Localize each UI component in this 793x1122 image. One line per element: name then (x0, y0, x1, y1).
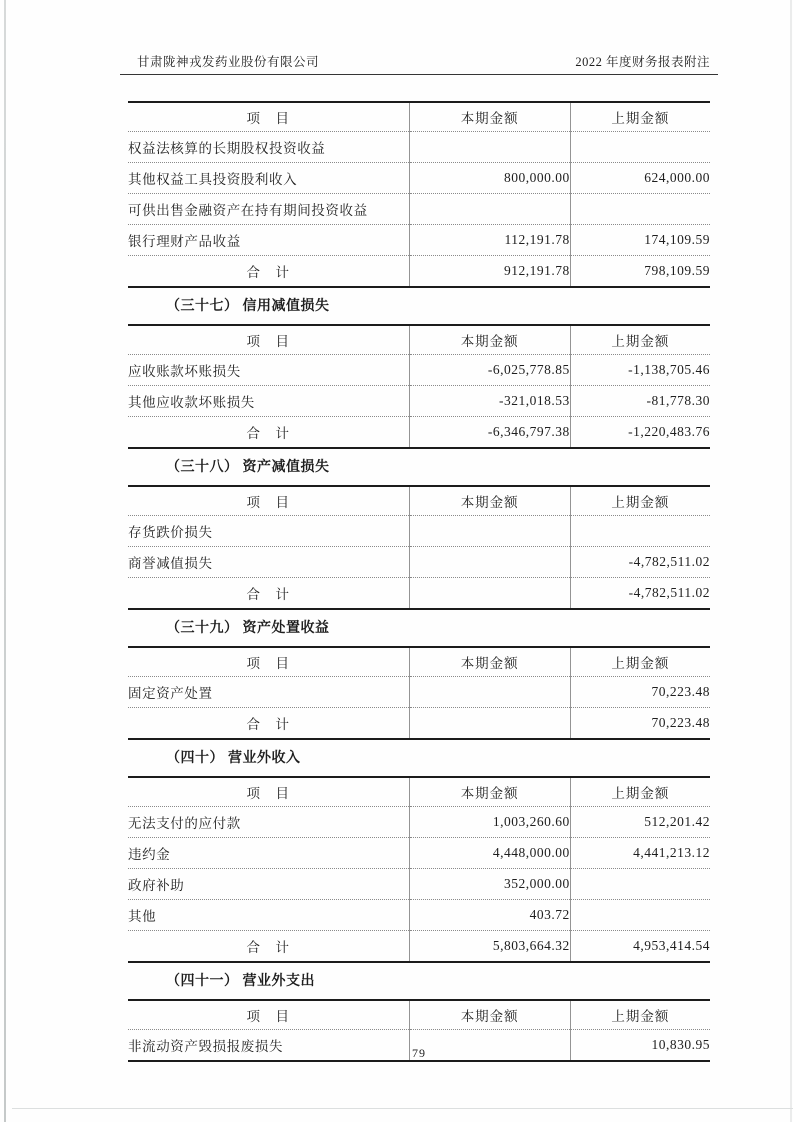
column-header-prior: 上期金额 (570, 486, 710, 516)
column-header-item: 项 目 (246, 111, 291, 126)
prior-amount-cell: -81,778.30 (570, 386, 710, 417)
table-row (128, 225, 710, 256)
table-row (128, 163, 710, 194)
item-name-cell: 权益法核算的长期股权投资收益 (128, 141, 326, 156)
item-name-cell: 合 计 (246, 426, 291, 441)
item-name-cell: 合 计 (246, 717, 291, 732)
current-amount-cell (409, 194, 570, 225)
item-name-cell: 合 计 (246, 587, 291, 602)
current-amount-cell (409, 677, 570, 708)
table-row (128, 516, 710, 547)
column-header-prior: 上期金额 (570, 647, 710, 677)
column-header-current: 本期金额 (409, 486, 570, 516)
current-amount-cell (409, 516, 570, 547)
table-header-row (128, 1000, 710, 1030)
table-header-row (128, 325, 710, 355)
prior-amount-cell: 174,109.59 (570, 225, 710, 256)
prior-amount-cell: -1,138,705.46 (570, 355, 710, 386)
item-name-cell: 无法支付的应付款 (128, 816, 241, 831)
current-amount-cell (409, 547, 570, 578)
table-row (128, 900, 710, 931)
column-header-prior: 上期金额 (570, 1000, 710, 1030)
current-amount-cell: -6,346,797.38 (409, 417, 570, 449)
financial-table (128, 485, 710, 610)
prior-amount-cell: 4,441,213.12 (570, 838, 710, 869)
item-name-cell: 银行理财产品收益 (128, 234, 241, 249)
prior-amount-cell (570, 869, 710, 900)
column-header-current: 本期金额 (409, 1000, 570, 1030)
item-name-cell: 商誉减值损失 (128, 556, 213, 571)
section-heading: （四十一） 营业外支出 (166, 974, 315, 989)
current-amount-cell: 1,003,260.60 (409, 807, 570, 838)
current-amount-cell: 112,191.78 (409, 225, 570, 256)
prior-amount-cell (570, 516, 710, 547)
item-name-cell: 合 计 (246, 265, 291, 280)
current-amount-cell: 800,000.00 (409, 163, 570, 194)
scan-bottom-artifact (12, 1108, 793, 1109)
table-header-row (128, 777, 710, 807)
item-name-cell: 其他 (128, 909, 157, 924)
prior-amount-cell: 624,000.00 (570, 163, 710, 194)
table-row (128, 194, 710, 225)
total-row (128, 708, 710, 740)
scan-edge-artifact-right (790, 0, 792, 1122)
financial-table (128, 101, 710, 288)
table-row (128, 838, 710, 869)
table-row (128, 386, 710, 417)
scan-edge-artifact-left (4, 0, 6, 1122)
current-amount-cell: 912,191.78 (409, 256, 570, 288)
item-name-cell: 非流动资产毁损报废损失 (128, 1039, 284, 1054)
prior-amount-cell: 4,953,414.54 (570, 931, 710, 963)
table-row (128, 677, 710, 708)
item-name-cell: 政府补助 (128, 878, 185, 893)
financial-table (128, 324, 710, 449)
tables-container (128, 101, 710, 1062)
item-name-cell: 存货跌价损失 (128, 525, 213, 540)
column-header-item: 项 目 (246, 495, 291, 510)
item-name-cell: 其他权益工具投资股利收入 (128, 172, 298, 187)
current-amount-cell: 4,448,000.00 (409, 838, 570, 869)
column-header-item: 项 目 (246, 1009, 291, 1024)
current-amount-cell (409, 708, 570, 740)
company-name: 甘肃陇神戎发药业股份有限公司 (137, 55, 320, 69)
total-row (128, 417, 710, 449)
column-header-current: 本期金额 (409, 102, 570, 132)
header-rule (120, 74, 718, 75)
table-row (128, 547, 710, 578)
current-amount-cell (409, 132, 570, 163)
table-row (128, 355, 710, 386)
current-amount-cell (409, 578, 570, 610)
current-amount-cell: 5,803,664.32 (409, 931, 570, 963)
prior-amount-cell: -1,220,483.76 (570, 417, 710, 449)
item-name-cell: 可供出售金融资产在持有期间投资收益 (128, 203, 368, 218)
column-header-item: 项 目 (246, 786, 291, 801)
prior-amount-cell: -4,782,511.02 (570, 547, 710, 578)
section-heading: （三十八） 资产减值损失 (166, 460, 330, 475)
section-heading: （三十九） 资产处置收益 (166, 621, 330, 636)
prior-amount-cell: -4,782,511.02 (570, 578, 710, 610)
page-number: 79 (412, 1046, 426, 1060)
table-row (128, 869, 710, 900)
current-amount-cell: 352,000.00 (409, 869, 570, 900)
column-header-current: 本期金额 (409, 777, 570, 807)
column-header-prior: 上期金额 (570, 777, 710, 807)
item-name-cell: 其他应收款坏账损失 (128, 395, 255, 410)
table-header-row (128, 486, 710, 516)
column-header-item: 项 目 (246, 656, 291, 671)
current-amount-cell: 403.72 (409, 900, 570, 931)
item-name-cell: 固定资产处置 (128, 686, 213, 701)
column-header-current: 本期金额 (409, 647, 570, 677)
section-heading: （四十） 营业外收入 (166, 751, 301, 766)
column-header-current: 本期金额 (409, 325, 570, 355)
total-row (128, 931, 710, 963)
report-title: 2022 年度财务报表附注 (575, 55, 710, 69)
table-row (128, 807, 710, 838)
total-row (128, 256, 710, 288)
prior-amount-cell: 70,223.48 (570, 677, 710, 708)
column-header-prior: 上期金额 (570, 102, 710, 132)
financial-table (128, 646, 710, 740)
prior-amount-cell: 10,830.95 (570, 1030, 710, 1062)
total-row (128, 578, 710, 610)
prior-amount-cell (570, 900, 710, 931)
column-header-prior: 上期金额 (570, 325, 710, 355)
table-header-row (128, 647, 710, 677)
prior-amount-cell: 798,109.59 (570, 256, 710, 288)
item-name-cell: 违约金 (128, 847, 171, 862)
column-header-item: 项 目 (246, 334, 291, 349)
prior-amount-cell: 70,223.48 (570, 708, 710, 740)
item-name-cell: 合 计 (246, 940, 291, 955)
financial-table (128, 776, 710, 963)
current-amount-cell: -6,025,778.85 (409, 355, 570, 386)
prior-amount-cell (570, 132, 710, 163)
current-amount-cell: -321,018.53 (409, 386, 570, 417)
prior-amount-cell: 512,201.42 (570, 807, 710, 838)
item-name-cell: 应收账款坏账损失 (128, 364, 241, 379)
prior-amount-cell (570, 194, 710, 225)
table-row (128, 132, 710, 163)
section-heading: （三十七） 信用减值损失 (166, 299, 330, 314)
table-header-row (128, 102, 710, 132)
